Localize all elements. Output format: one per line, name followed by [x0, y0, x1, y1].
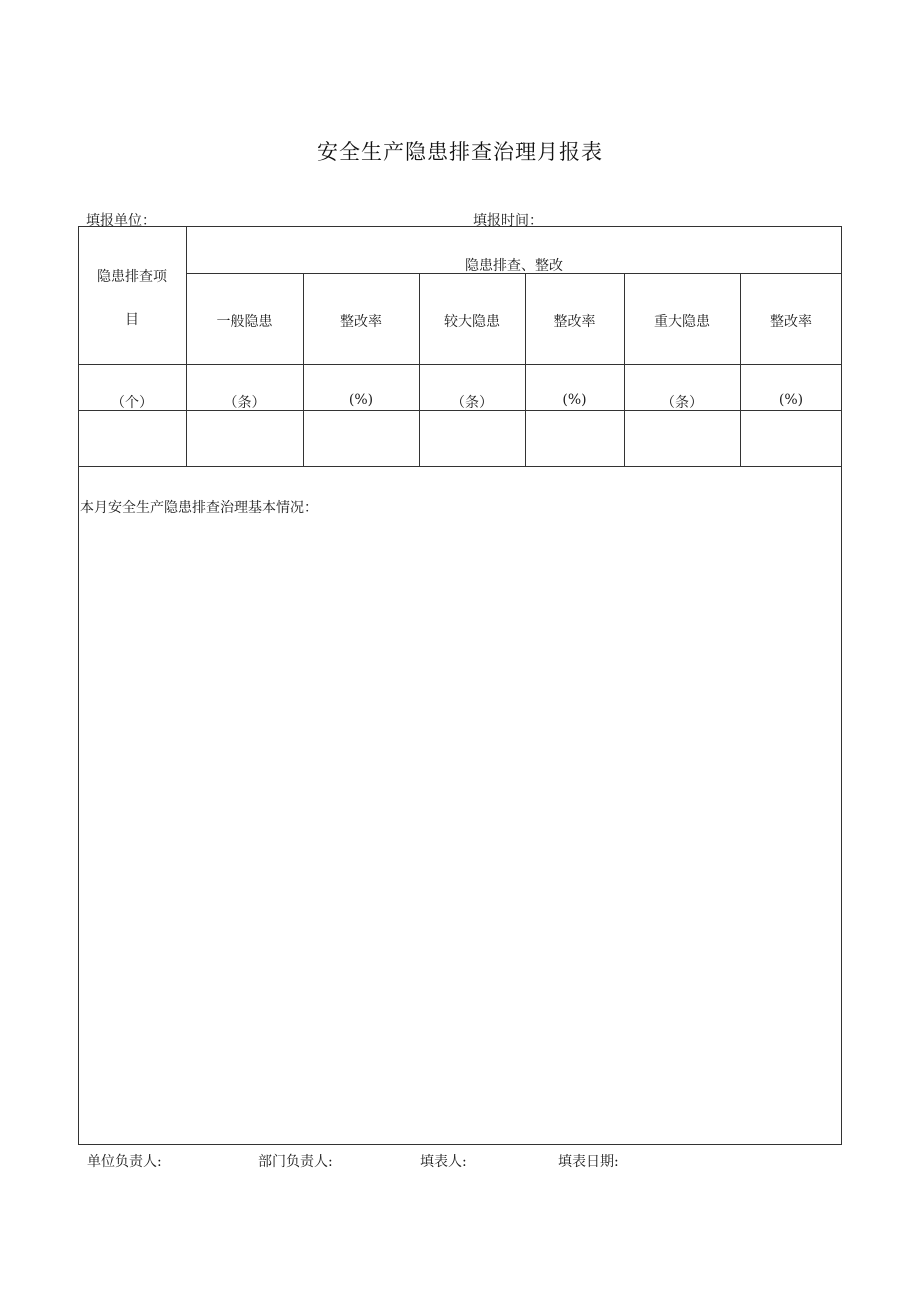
fill-unit-label: 填报单位： — [86, 213, 156, 229]
unit-label: （条） — [223, 395, 266, 411]
col-header-rectification-rate: 整改率 — [340, 314, 382, 330]
table-divider — [78, 466, 842, 467]
col-header-rectification-rate: 整改率 — [553, 314, 596, 330]
unit-label: （个） — [111, 395, 153, 411]
data-cell-item[interactable] — [79, 411, 186, 466]
table-divider — [78, 364, 842, 365]
unit-label: (%) — [348, 392, 374, 408]
page-title: 安全生产隐患排查治理月报表 — [317, 140, 603, 164]
data-cell-serious-hazards[interactable] — [625, 411, 740, 466]
col-header-rectification-rate: 整改率 — [770, 314, 812, 330]
unit-label: （条） — [661, 395, 703, 411]
data-cell-major-hazards[interactable] — [420, 411, 525, 466]
dept-head-label: 部门负责人: — [258, 1154, 333, 1170]
row-header-item-cont: 目 — [125, 312, 139, 328]
summary-label: 本月安全生产隐患排查治理基本情况： — [80, 500, 318, 516]
unit-head-label: 单位负责人: — [87, 1154, 162, 1170]
group-header: 隐患排查、整改 — [465, 258, 563, 274]
row-header-item: 隐患排查项 — [97, 269, 167, 285]
data-cell-rate[interactable] — [526, 411, 624, 466]
fill-date-label: 填表日期: — [558, 1154, 619, 1170]
unit-label: （条） — [451, 395, 493, 411]
col-header-major-hazards: 较大隐患 — [444, 314, 500, 330]
fill-time-label: 填报时间： — [473, 213, 543, 229]
summary-text-area[interactable] — [79, 520, 841, 1144]
col-header-general-hazards: 一般隐患 — [216, 314, 273, 330]
unit-label: (%) — [562, 392, 587, 408]
filler-label: 填表人: — [420, 1154, 467, 1170]
data-cell-rate[interactable] — [304, 411, 419, 466]
unit-label: (%) — [778, 392, 804, 408]
col-header-serious-hazards: 重大隐患 — [654, 314, 710, 330]
data-cell-rate[interactable] — [741, 411, 841, 466]
data-cell-general-hazards[interactable] — [187, 411, 303, 466]
